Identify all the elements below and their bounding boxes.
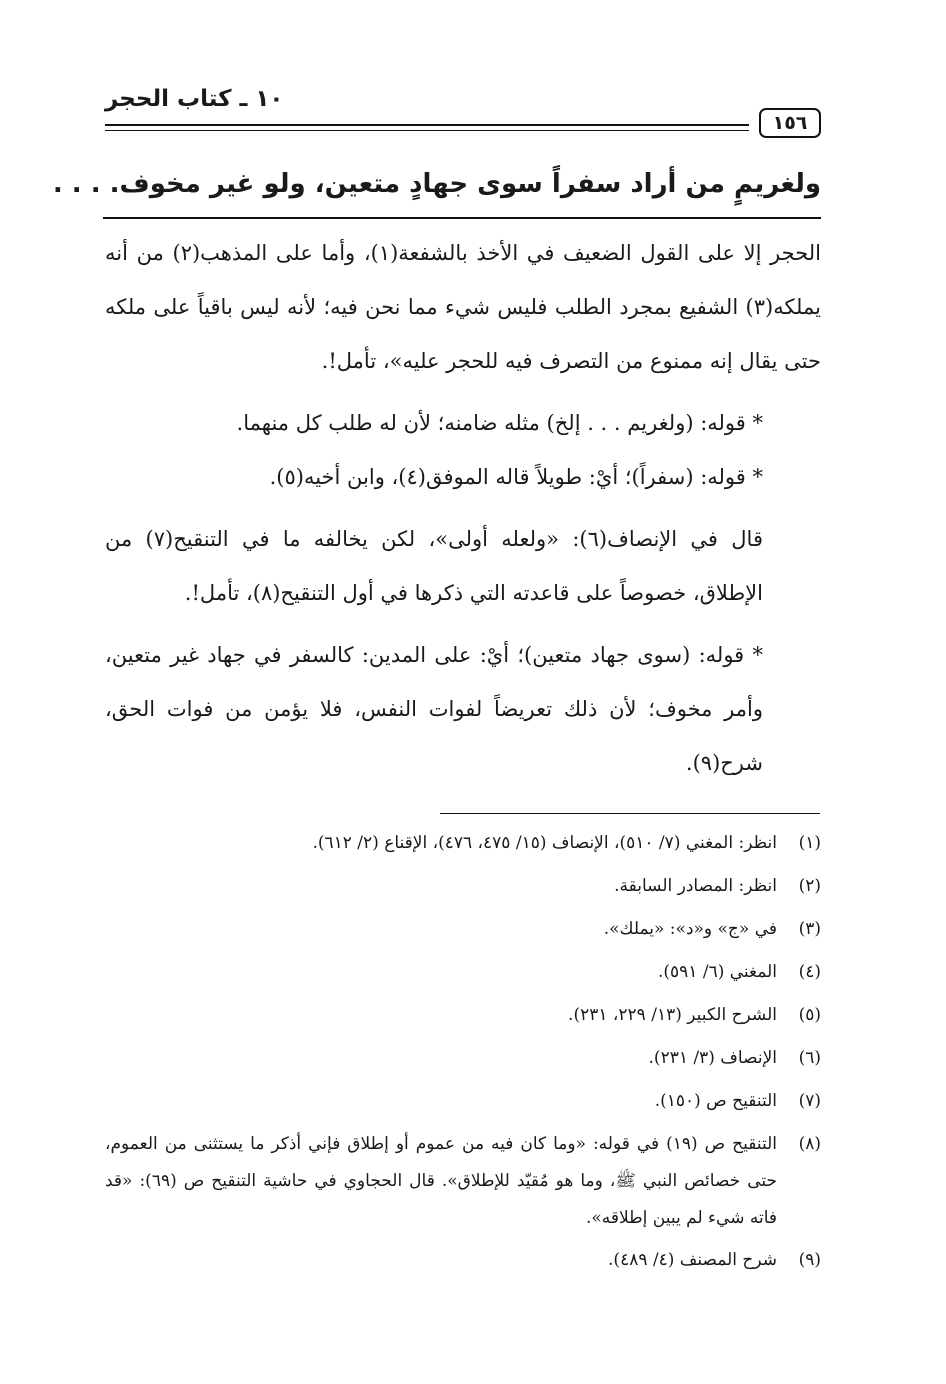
- footnote-separator: [440, 813, 820, 814]
- footnote-number: (٩): [798, 1250, 821, 1270]
- footnote-text: المغني (٦/ ٥٩١).: [657, 962, 777, 982]
- footnote-text: انظر: المغني (٧/ ٥١٠)، الإنصاف (١٥/ ٤٧٥، ٤٧٦)، الإقناع (٢/ ٦١٢).: [312, 833, 777, 853]
- paragraph: * قوله: (سفراً)؛ أيْ: طويلاً قاله الموفق(٤)، وابن أخيه(٥).: [269, 465, 763, 489]
- paragraph: * قوله: (سوى جهاد متعين)؛ أيْ: على المدين: كالسفر في جهاد غير متعين، وأمر مخوف؛ لأن ذلك تعريضاً لفوات النفس، فلا يؤمن من فوات الحق، شرح(٩).: [105, 643, 763, 775]
- footnote-text: الشرح الكبير (١٣/ ٢٢٩، ٢٣١).: [568, 1005, 777, 1025]
- footnote: [105, 1239, 821, 1282]
- footnote-text: التنقيح ص (١٩) في قوله: «وما كان فيه من عموم أو إطلاق فإني أذكر ما يستثنى من العموم، حتى خصائص النبي ﷺ، وما هو مُقيّد للإطلاق». قال الحجاوي في حاشية التنقيح ص (٦٩): «قد فاته شيء لم يبين إطلاقه».: [105, 1134, 778, 1228]
- page-number: ١٥٦: [759, 108, 821, 138]
- footnote-number: (٤): [798, 962, 821, 982]
- matn-heading: ولغريمٍ من أراد سفراً سوى جهادٍ متعين، ولو غير مخوف. . . .: [52, 169, 821, 199]
- paragraph: قال في الإنصاف(٦): «ولعله أولى»، لكن يخالفه ما في التنقيح(٧) من الإطلاق، خصوصاً على قاعدته التي ذكرها في أول التنقيح(٨)، تأمل!.: [105, 527, 763, 605]
- paragraph: الحجر إلا على القول الضعيف في الأخذ بالشفعة(١)، وأما على المذهب(٢) من أنه يملكه(٣) الشفيع بمجرد الطلب فليس شيء مما نحن فيه؛ لأنه ليس باقياً على ملكه حتى يقال إنه ممنوع من التصرف فيه للحجر عليه»، تأمل!.: [105, 241, 821, 373]
- footnote: [105, 1080, 821, 1123]
- footnote: [105, 822, 821, 865]
- commentary-body: [105, 226, 821, 790]
- footnotes: [105, 822, 821, 1282]
- footnote-text: انظر: المصادر السابقة.: [614, 876, 777, 896]
- matn-rule: [103, 217, 821, 219]
- footnote: [105, 908, 821, 951]
- footnote-number: (٨): [798, 1134, 821, 1154]
- footnote-text: في «ج» و«د»: «يملك».: [603, 919, 777, 939]
- footnote-number: (٧): [798, 1091, 821, 1111]
- header-rule: [105, 124, 749, 126]
- footnote-number: (٦): [798, 1048, 821, 1068]
- header-rule-thin: [105, 130, 749, 131]
- footnote-text: شرح المصنف (٤/ ٤٨٩).: [608, 1250, 777, 1270]
- footnote: [105, 865, 821, 908]
- footnote: [105, 1037, 821, 1080]
- footnote: [105, 994, 821, 1037]
- footnote-number: (٣): [798, 919, 821, 939]
- footnote: [105, 1126, 821, 1237]
- footnote-text: الإنصاف (٣/ ٢٣١).: [648, 1048, 777, 1068]
- footnote: [105, 951, 821, 994]
- running-header: [105, 86, 821, 136]
- paragraph: * قوله: (ولغريم . . . إلخ) مثله ضامنه؛ لأن له طلب كل منهما.: [236, 411, 763, 435]
- footnote-number: (٥): [798, 1005, 821, 1025]
- footnote-number: (١): [798, 833, 821, 853]
- footnote-number: (٢): [798, 876, 821, 896]
- footnote-text: التنقيح ص (١٥٠).: [654, 1091, 777, 1111]
- chapter-title: ١٠ ـ كتاب الحجر: [105, 86, 284, 112]
